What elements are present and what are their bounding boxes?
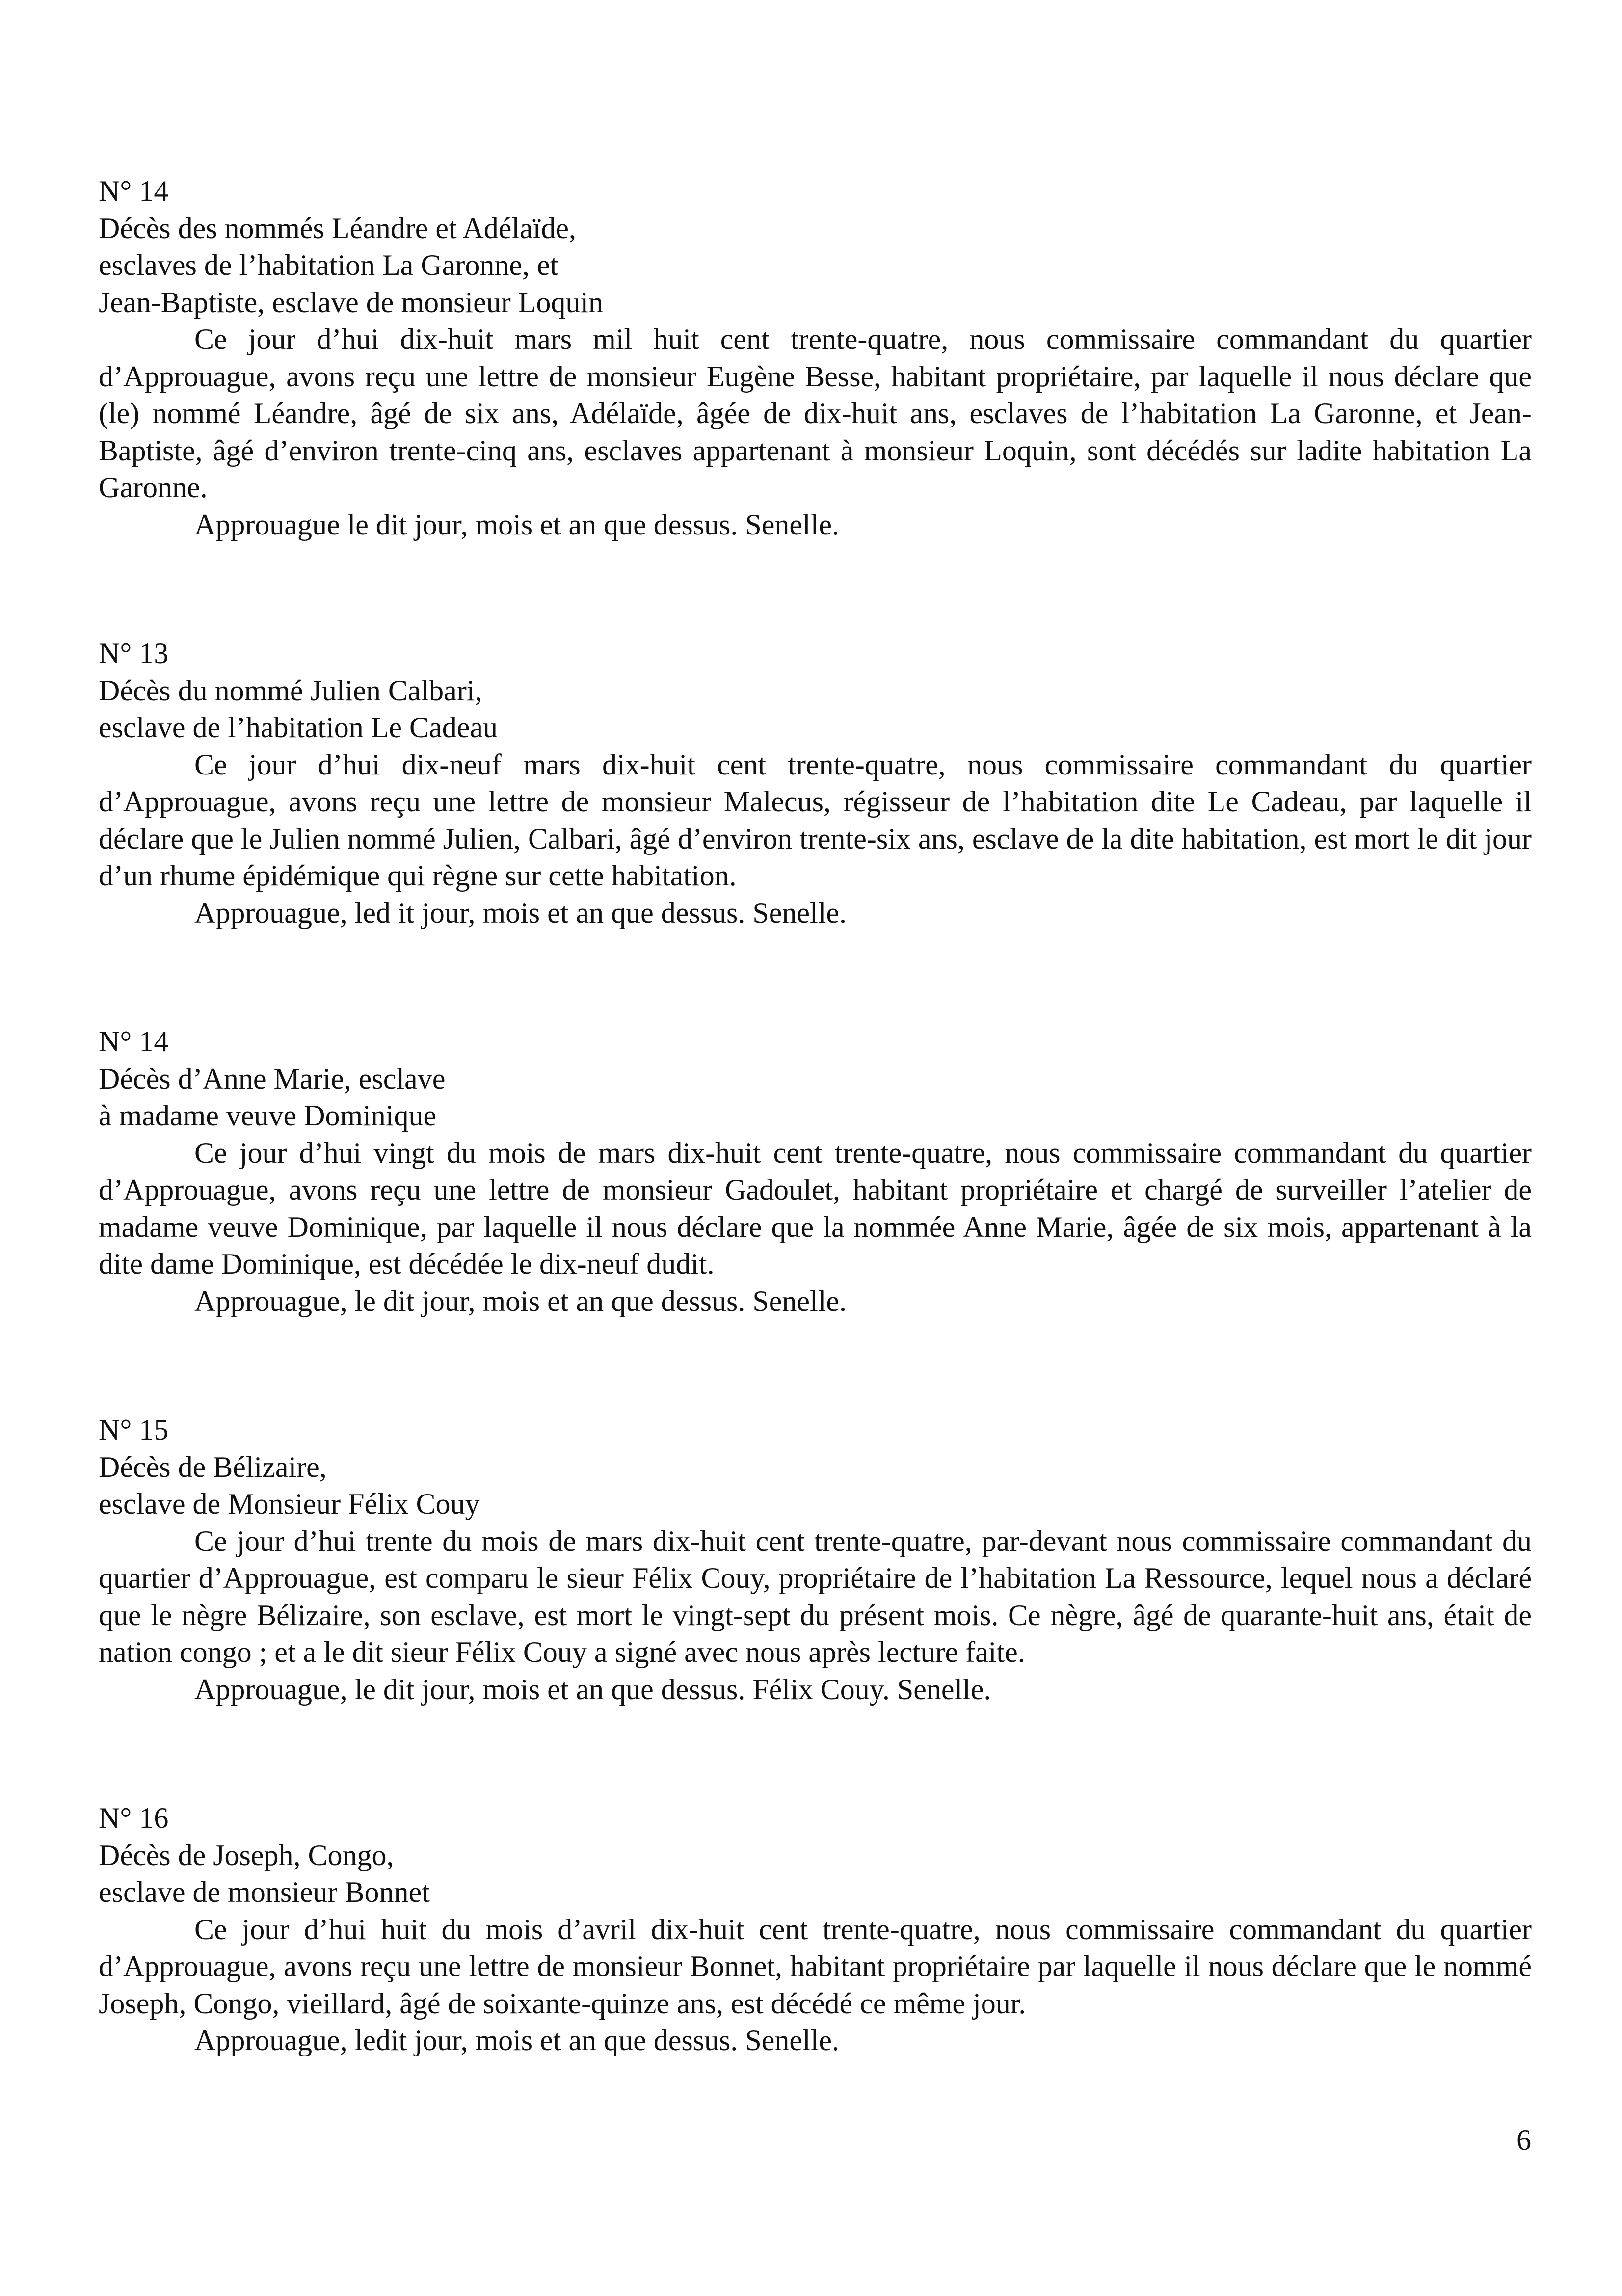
- entry-heading-line: Décès d’Anne Marie, esclave: [99, 1062, 446, 1095]
- entry-heading-line: Décès de Bélizaire,: [99, 1450, 327, 1483]
- entry-heading-line: Décès de Joseph, Congo,: [99, 1839, 394, 1871]
- entry-heading-line: esclave de Monsieur Félix Couy: [99, 1488, 480, 1520]
- entry-closing: Approuague, led it jour, mois et an que dessus. Senelle.: [194, 896, 847, 929]
- entry-number: N° 16: [99, 1802, 169, 1834]
- entry-4: [99, 1412, 1532, 1708]
- entry-heading-line: esclaves de l’habitation La Garonne, et: [99, 249, 558, 281]
- entry-body: Ce jour d’hui trente du mois de mars dix-huit cent trente-quatre, par-devant nous commissaire commandant du quartier d’Approuague, est comparu le sieur Félix Couy, propriétaire de l’habitation La Ressource, lequel nous a déclaré que le nègre Bélizaire, son esclave, est mort le vingt-sept du présent mois. Ce nègre, âgé de quarante-huit ans, était de nation congo ; et a le dit sieur Félix Couy a signé avec nous après lecture faite.: [99, 1524, 1532, 1668]
- entry-body: Ce jour d’hui huit du mois d’avril dix-huit cent trente-quatre, nous commissaire commandant du quartier d’Approuague, avons reçu une lettre de monsieur Bonnet, habitant propriétaire par laquelle il nous déclare que le nommé Joseph, Congo, vieillard, âgé de soixante-quinze ans, est décédé ce même jour.: [99, 1913, 1532, 2020]
- entry-number: N° 15: [99, 1414, 169, 1446]
- entry-heading-line: esclave de l’habitation Le Cadeau: [99, 711, 498, 744]
- entry-2: [99, 635, 1532, 932]
- entry-body: Ce jour d’hui dix-huit mars mil huit cent trente-quatre, nous commissaire commandant du quartier d’Approuague, avons reçu une lettre de monsieur Eugène Besse, habitant propriétaire, par laquelle il nous déclare que (le) nommé Léandre, âgé de six ans, Adélaïde, âgée de dix-huit ans, esclaves de l’habitation La Garonne, et Jean-Baptiste, âgé d’environ trente-cinq ans, esclaves appartenant à monsieur Loquin, sont décédés sur ladite habitation La Garonne.: [99, 323, 1532, 504]
- entry-number: N° 13: [99, 637, 169, 669]
- entry-closing: Approuague, le dit jour, mois et an que dessus. Senelle.: [194, 1284, 847, 1317]
- entry-heading-line: Décès des nommés Léandre et Adélaïde,: [99, 212, 576, 244]
- entry-body: Ce jour d’hui dix-neuf mars dix-huit cent trente-quatre, nous commissaire commandant du quartier d’Approuague, avons reçu une lettre de monsieur Malecus, régisseur de l’habitation dite Le Cadeau, par laquelle il déclare que le Julien nommé Julien, Calbari, âgé d’environ trente-six ans, esclave de la dite habitation, est mort le dit jour d’un rhume épidémique qui règne sur cette habitation.: [99, 748, 1532, 892]
- entry-1: [99, 173, 1532, 543]
- entry-heading-line: Décès du nommé Julien Calbari,: [99, 674, 482, 707]
- entry-heading-line: Jean-Baptiste, esclave de monsieur Loquin: [99, 286, 604, 319]
- entry-body: Ce jour d’hui vingt du mois de mars dix-huit cent trente-quatre, nous commissaire commandant du quartier d’Approuague, avons reçu une lettre de monsieur Gadoulet, habitant propriétaire et chargé de surveiller l’atelier de madame veuve Dominique, par laquelle il nous déclare que la nommée Anne Marie, âgée de six mois, appartenant à la dite dame Dominique, est décédée le dix-neuf dudit.: [99, 1136, 1532, 1280]
- entry-closing: Approuague, ledit jour, mois et an que dessus. Senelle.: [194, 2024, 839, 2056]
- page-number: 6: [1516, 2124, 1531, 2156]
- entry-3: [99, 1023, 1532, 1320]
- entry-5: [99, 1800, 1532, 2059]
- entry-heading-line: à madame veuve Dominique: [99, 1099, 437, 1132]
- entry-closing: Approuague, le dit jour, mois et an que dessus. Félix Couy. Senelle.: [194, 1673, 991, 1706]
- entry-number: N° 14: [99, 1025, 169, 1058]
- document-page: [99, 173, 1532, 2059]
- entry-heading-line: esclave de monsieur Bonnet: [99, 1876, 430, 1908]
- entry-closing: Approuague le dit jour, mois et an que dessus. Senelle.: [194, 508, 839, 541]
- entry-number: N° 14: [99, 175, 169, 207]
